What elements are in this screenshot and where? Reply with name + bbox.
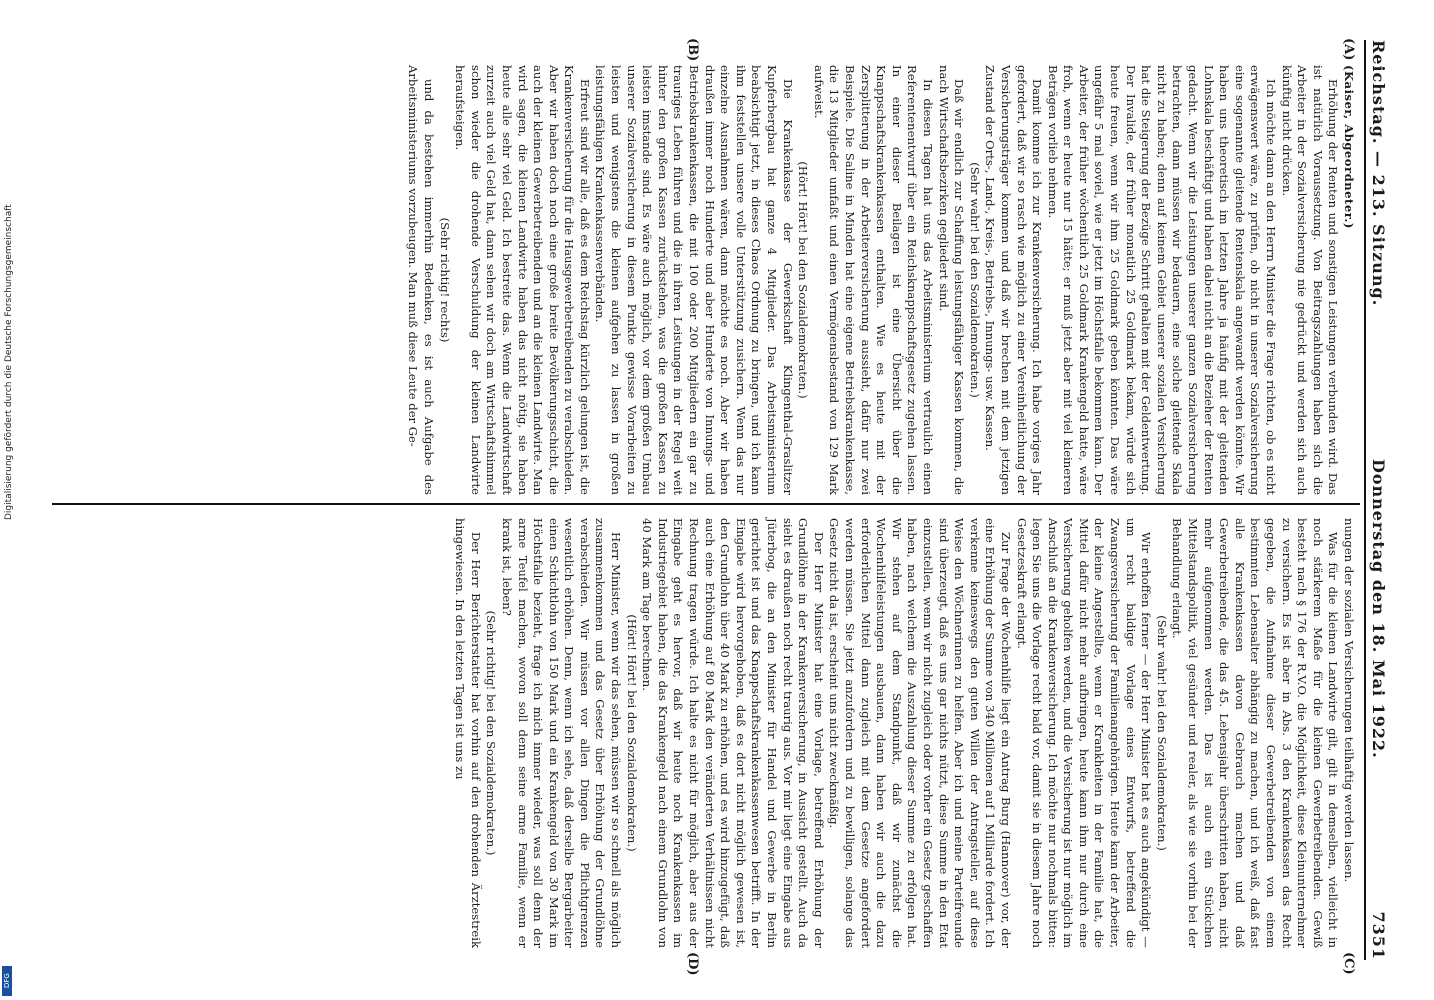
paragraph: Ich möchte dann an den Herrn Minister die Frage richten, ob es nicht erwägenswert wäre, zu prüfen, ob nicht in unserer Sozialversicherung eine sogenannte gleitende Rentenskala angewandt werden könnte. Wir haben uns theoretisch im letzten Jahre ja häufig mit der gleitenden Lohnskala beschäftigt und haben dabei nicht an die Bezieher der Renten gedacht. Wenn wir die Leistungen unserer ganzen Sozialversicherung betrachten, dann müssen wir bedauern, eine solche gleitende Skala nicht zu haben; denn auf keinem Gebiet unserer sozialen Versicherung hat die Steigerung der Bezüge Schritt gehalten mit der Geldentwertung. Der Invalide, der früher monatlich 25 Goldmark bekam, würde sich heute freuen, wenn wir ihm 25 Goldmark geben könnten. Das wäre ungefähr 5 mal soviel, wie er jetzt im Höchstfalle bekommen kann. Der Arbeiter, der früher wöchentlich 25 Goldmark Krankengeld hatte, wäre froh, wenn er heute nur 15 hätte; er muß jetzt aber mit viel kleineren Beträgen vorlieb nehmen. — [1045, 65, 1279, 495]
paragraph: Wir erhoffen ferner — der Herr Minister hat es auch angekündigt — um recht baldige Vorlage eines Entwurfs, betreffend die Zwangsversicherung der Familienangehörigen. Heute kann der Arbeiter, der kleine Angestellte, wenn er Krankheiten in der Familie hat, die Mittel dafür nicht mehr aufbringen, heute kann ihm nur durch eine Versicherung geholfen werden, und die Versicherung ist nur möglich im Anschluß an die Krankenversicherung. Ich möchte nur nochmals bitten: legen Sie uns die Vorlage recht bald vor, damit sie in diesem Jahre noch Gesetzeskraft erlangt. — [1014, 518, 1154, 948]
header-left: Reichstag. — 213. Sitzung. — [1369, 40, 1389, 307]
paragraph: Erhöhung der Renten und sonstigen Leistungen verbunden wird. Das ist natürlich Voraussetzung. Von Beitragszahlungen haben sich die Arbeiter in der Sozialversicherung nie gedrückt und werden sich auch künftig nicht drücken. — [1279, 65, 1341, 495]
paragraph: Der Herr Berichterstatter hat vorhin auf den drohenden Ärztestreik hingewiesen. In den letzten Tagen ist uns zu — [453, 518, 483, 948]
paragraph: In diesen Tagen hat uns das Arbeitsministerium vertraulich einen Referentenentwurf über ein Reichsknappschaftsgesetz zugehen lassen. In einer dieser Beilagen ist eine Übersicht über die Knappschaftskrankenkassen enthalten. Wie es heute mit der Zersplitterung in der Arbeiterversicherung aussieht, dafür nur zwei Beispiele. Die Saline in Minden hat eine eigene Betriebskrankenkasse, die 13 Mitglieder umfaßt und einen Vermögensbestand von 129 Mark aufweist. — [811, 65, 935, 495]
margin-marker-b: (B) — [685, 38, 700, 62]
interjection: (Sehr richtig! rechts) — [437, 217, 452, 343]
interjection: (Sehr wahr! bei den Sozialdemokraten.) — [967, 162, 982, 398]
paragraph: Zur Frage der Wochenhilfe liegt ein Antrag Burg (Hannover) vor, der eine Erhöhung der Summe von 340 Millionen auf 1 Milliarde fordert. Ich verkenne keineswegs den guten Willen der Antragsteller, auf diese Weise den Wöchnerinnen zu helfen. Aber ich und meine Parteifreunde sind überzeugt, daß es uns gar nichts nützt, diese Summe in den Etat einzustellen, wenn wir nicht zugleich oder vorher ein Gesetz geschaffen haben, nach welchem die Auszahlung dieser Summe zu erfolgen hat. Wir stehen auf dem Standpunkt, daß wir zunächst die Wochenhilfeleistungen ausbauen, dann haben wir auch die dazu erforderlichen Mittel dann zugleich mit dem Gesetze angefordert werden müssen. Sie jetzt anzufordern und zu bewilligen, solange das Gesetz nicht da ist, erscheint uns nicht zweckmäßig. — [827, 518, 1013, 948]
left-column — [50, 65, 1356, 495]
paragraph: Daß wir endlich zur Schaffung leistungsfähiger Kassen kommen, die nach Wirtschaftsbezirken gegliedert sind. — [936, 65, 967, 495]
page-number: 7351 — [1369, 911, 1389, 960]
interjection: (Sehr richtig! bei den Sozialdemokraten.) — [484, 610, 499, 856]
paragraph: Erfreut sind wir alle, daß es dem Reichstag kürzlich gelungen ist, die Krankenversicherung für die Hausgewerbetreibenden zu verabschieden. Aber wir haben doch noch eine große breite Bevölkerungsschicht, die auch der kleinen Gewerbetreibenden und an die kleinen Landwirte. Man wird sagen, die kleinen Landwirte haben das nicht nötig, sie haben heute alle sehr viel Geld. Ich bestreite das. Wenn die Landwirtschaft zurzeit auch viel Geld hat, dann sehen wir doch am Wirtschaftshimmel schon wieder die drohende Verschuldung der kleinen Landwirte heraufsteigen. — [453, 65, 592, 495]
speaker-heading: (Kaiser, Abgeordneter.) — [1342, 65, 1356, 229]
margin-marker-d: (D) — [685, 952, 700, 976]
rotated-page — [40, 20, 1400, 980]
margin-marker-a: (A) — [1341, 38, 1356, 61]
scanned-document — [40, 20, 1400, 980]
header-center: Donnerstag den 18. Mai 1922. — [1369, 458, 1389, 759]
paragraph: Der Herr Minister hat eine Vorlage, betreffend Erhöhung der Grundlöhne in der Krankenversicherung, in Aussicht gestellt. Auch da sieht es draußen noch recht traurig aus. Vor mir liegt eine Eingabe aus Jüterbog, die an den Minister für Handel und Gewerbe in Berlin gerichtet ist und das Knappschaftskrankenkassenwesen betrifft. In der Eingabe wird hervorgehoben, daß es dort nicht möglich gewesen ist, den Grundlohn über 40 Mark zu erhöhen, und es wird hinzugefügt, daß auch eine Erhöhung auf 80 Mark den veränderten Verhältnissen nicht Rechnung tragen würde. Ich halte es nicht für möglich, aber aus der Eingabe geht es hervor, daß wir heute noch Krankenkassen im Industriegebiet haben, die das Krankengeld nach einem Grundlohn von 40 Mark am Tage berechnen. — [640, 518, 826, 948]
interjection: (Sehr wahr! bei den Sozialdemokraten.) — [1154, 615, 1169, 851]
paragraph: Was für die kleinen Landwirte gilt, gilt in demselben, vielleicht in noch stärkerem Maße für die kleinen Gewerbetreibenden. Gewiß besteht nach § 176 der R.V.O. die Möglichkeit, diese Kleinunternehmer zu versichern. Es ist aber in Abs. 3 den Krankenkassen das Recht gegeben, die Aufnahme dieser Gewerbetreibenden von einem bestimmten Lebensalter abhängig zu machen, und ich weiß, daß fast alle Krankenkassen davon Gebrauch machen und daß Gewerbetreibende, die das 45. Lebensjahr überschritten haben, nicht mehr aufgenommen werden. Das ist auch ein Stückchen Mittelstandspolitik, viel gesünder und realer, als wie sie vorhin bei der Behandlung erlangt. — [1170, 518, 1341, 948]
paragraph: Damit komme ich zur Krankenversicherung. Ich habe voriges Jahr gefordert, daß wir so rasch wie möglich zu einer Vereinheitlichung der Versicherungsträger kommen und daß wir brechen mit dem jetzigen Zustand der Orts-, Land-, Kreis-, Betriebs-, Innungs- usw. Kassen. — [983, 65, 1045, 495]
paragraph: nungen der sozialen Versicherungen teilhaftig werden lassen. — [1342, 518, 1356, 883]
page-header — [1364, 40, 1392, 960]
column-divider — [52, 503, 1360, 505]
paragraph: Die Krankenkasse der Gewerkschaft Klingenthal-Graslitzer Kupferbergbau hat ganze 4 Mitglieder. Das Arbeitsministerium beabsichtigt jetzt, in dieses Chaos Ordnung zu bringen, und ich kann ihm feststellen unsere volle Unterstützung zusichern. Wenn das nur einzelne Ausnahmen wären, dann möchte es noch. Aber wir haben draußen immer noch Hunderte und aber Hunderte von Innungs- und Betriebskrankenkassen, die mit 100 oder 200 Mitgliedern ein gar zu trauriges Leben führen und die in ihren Leistungen in der Regel weit hinter den großen Kassen zurückstehen, was die großen Kassen zu leisten imstande sind. Es wäre auch möglich, vor dem großen Umbau unserer Sozialversicherung in diesem Punkte gewisse Vorarbeiten zu leisten und wenigstens die kleinen aufgehen zu lassen in großen leistungsfähigen Krankenkassenverbänden. — [593, 65, 795, 495]
margin-marker-c: (C) — [1341, 952, 1356, 975]
paragraph: Herr Minister, wenn wir das sehen, müssen wir so schnell als möglich zusammenkommen und das Gesetz über Erhöhung der Grundlöhne verabschieden. Wir müssen vor allen Dingen die Pflichtgrenzen wesentlich erhöhen. Denn, wenn ich sehe, daß derselbe Bergarbeiter einen Schichtlohn von 150 Mark und ein Krankengeld von 30 Mark im Höchstfalle bezieht, frage ich mich immer wieder, was soll denn der arme Teufel machen, wovon soll denn seine arme Familie, wenn er krank ist, leben? — [499, 518, 624, 948]
interjection: (Hört! Hört! bei den Sozialdemokraten.) — [624, 614, 639, 852]
interjection: (Hört! Hört! bei den Sozialdemokraten.) — [796, 161, 811, 399]
digitization-credit: Digitalisierung gefördert durch die Deutsche Forschungsgemeinschaft — [4, 204, 14, 520]
paragraph: und da bestehen immerhin Bedenken, es ist auch Aufgabe des Arbeitsministeriums vorzubeugen. Man muß diese Leute der Ge- — [406, 65, 436, 495]
right-column — [50, 518, 1356, 948]
dfg-logo-icon: DFG — [2, 966, 12, 996]
